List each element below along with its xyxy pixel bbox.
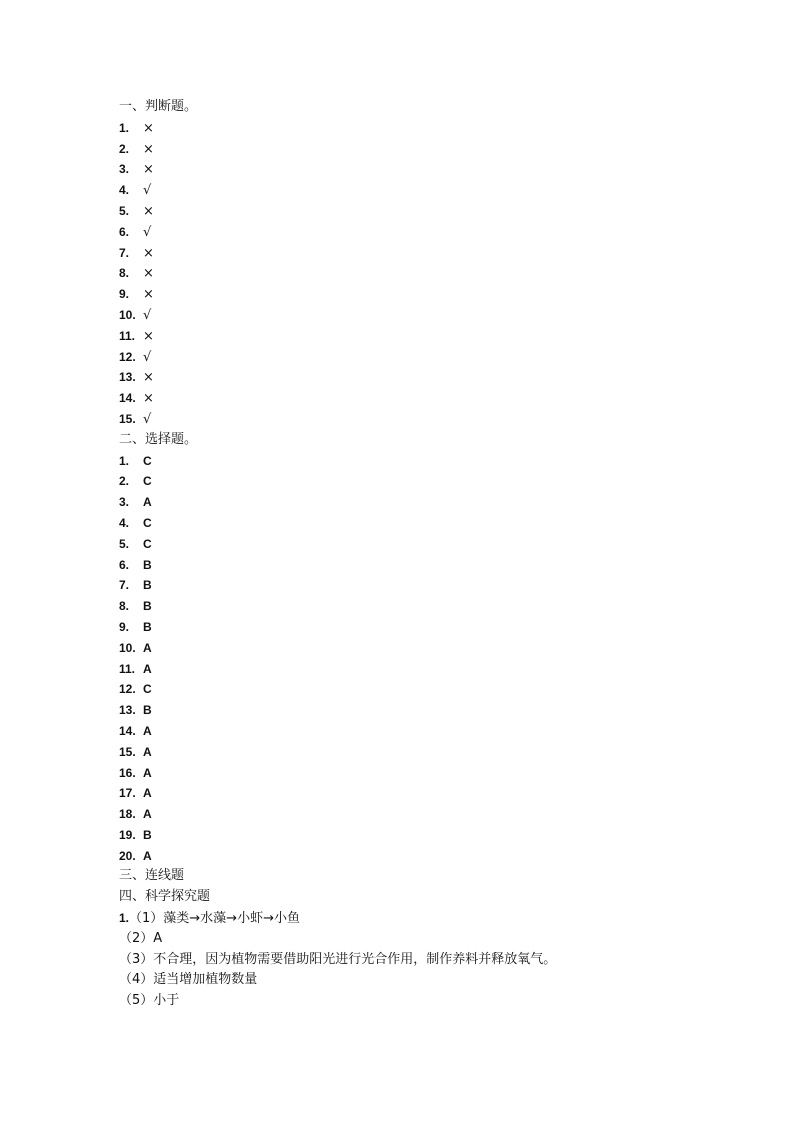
choice-answer-row: [119, 534, 719, 555]
question-number: 13.: [119, 703, 136, 718]
judge-answer-row: [119, 139, 719, 160]
answer-key-content: [119, 97, 719, 1012]
answer-mark: ×: [143, 287, 154, 303]
inquiry-line-5: （5）小于: [119, 993, 180, 1009]
inquiry-line-text: （1）藻类→水藻→小虾→小鱼: [129, 911, 300, 927]
question-number: 15.: [119, 744, 136, 759]
choice-answer-row: [119, 451, 719, 472]
answer-mark: B: [143, 703, 152, 718]
answer-mark: ×: [143, 391, 154, 407]
judge-answer-row: [119, 180, 719, 201]
answer-mark: C: [143, 515, 152, 530]
answer-mark: A: [143, 786, 152, 801]
choice-answer-row: [119, 783, 719, 804]
question-number: 2.: [119, 474, 130, 489]
judge-answer-row: [119, 409, 719, 430]
answer-mark: ×: [143, 203, 154, 219]
answer-mark: C: [143, 474, 152, 489]
answer-mark: A: [143, 495, 152, 510]
answer-mark: ×: [143, 328, 154, 344]
judge-answer-row: [119, 388, 719, 409]
question-number: 11.: [119, 661, 136, 676]
answer-mark: ×: [143, 120, 154, 136]
question-number: 19.: [119, 827, 136, 842]
answer-mark: √: [143, 183, 152, 199]
question-number: 3.: [119, 495, 130, 510]
answer-mark: A: [143, 807, 152, 822]
answer-mark: A: [143, 765, 152, 780]
answer-mark: B: [143, 827, 152, 842]
question-number: 12.: [119, 349, 136, 364]
question-number: 4.: [119, 183, 130, 198]
choice-answer-row: [119, 700, 719, 721]
answer-mark: √: [143, 224, 152, 240]
question-number: 5.: [119, 203, 130, 218]
answer-mark: √: [143, 307, 152, 323]
choice-answer-row: [119, 513, 719, 534]
question-number: 2.: [119, 141, 130, 156]
judge-answer-row: [119, 347, 719, 368]
question-number: 1.: [119, 120, 130, 135]
question-number: 8.: [119, 599, 130, 614]
choice-answer-row: [119, 742, 719, 763]
judge-answer-row: [119, 326, 719, 347]
question-number: 11.: [119, 328, 136, 343]
question-number: 3.: [119, 162, 130, 177]
judge-answer-row: [119, 222, 719, 243]
judge-answer-row: [119, 118, 719, 139]
question-number: 9.: [119, 619, 130, 634]
inquiry-line-2: （2）A: [119, 930, 163, 946]
judge-answer-list: [119, 118, 719, 430]
question-number: 10.: [119, 640, 136, 655]
answer-mark: √: [143, 349, 152, 365]
question-number: 12.: [119, 682, 136, 697]
choice-answer-row: [119, 596, 719, 617]
section-title-judge: 一、判断题。: [119, 99, 198, 114]
answer-mark: B: [143, 578, 152, 593]
choice-answer-row: [119, 492, 719, 513]
question-number: 6.: [119, 557, 130, 572]
answer-mark: ×: [143, 162, 154, 178]
choice-answer-row: [119, 679, 719, 700]
question-number: 5.: [119, 536, 130, 551]
choice-answer-row: [119, 617, 719, 638]
answer-mark: B: [143, 619, 152, 634]
judge-answer-row: [119, 367, 719, 388]
answer-mark: A: [143, 744, 152, 759]
question-number: 17.: [119, 786, 136, 801]
question-number: 14.: [119, 723, 136, 738]
choice-answer-row: [119, 804, 719, 825]
answer-mark: ×: [143, 266, 154, 282]
section-title-matching: 三、连线题: [119, 868, 185, 884]
question-number: 15.: [119, 411, 136, 426]
question-number: 7.: [119, 245, 130, 260]
choice-answer-row: [119, 659, 719, 680]
judge-answer-row: [119, 284, 719, 305]
question-number: 18.: [119, 807, 136, 822]
judge-answer-row: [119, 201, 719, 222]
answer-mark: A: [143, 661, 152, 676]
question-number: 13.: [119, 370, 136, 385]
choice-answer-row: [119, 846, 719, 867]
question-number: 10.: [119, 307, 136, 322]
answer-mark: B: [143, 557, 152, 572]
choice-answer-row: [119, 575, 719, 596]
choice-answer-list: [119, 451, 719, 867]
choice-answer-row: [119, 638, 719, 659]
question-number: 1.: [119, 453, 130, 468]
judge-answer-row: [119, 305, 719, 326]
judge-answer-row: [119, 263, 719, 284]
section-title-inquiry: 四、科学探究题: [119, 889, 211, 905]
inquiry-line-4: （4）适当增加植物数量: [119, 972, 258, 988]
inquiry-line-3: （3）不合理，因为植物需要借助阳光进行光合作用，制作养料并释放氧气。: [119, 951, 557, 967]
choice-answer-row: [119, 763, 719, 784]
section-title-choice: 二、选择题。: [119, 431, 198, 447]
inquiry-question-number: 1.: [119, 911, 130, 926]
judge-answer-row: [119, 159, 719, 180]
choice-answer-row: [119, 471, 719, 492]
question-number: 14.: [119, 391, 136, 406]
choice-answer-row: [119, 721, 719, 742]
question-number: 6.: [119, 224, 130, 239]
answer-mark: ×: [143, 370, 154, 386]
answer-mark: C: [143, 682, 152, 697]
judge-answer-row: [119, 243, 719, 264]
answer-mark: C: [143, 453, 152, 468]
question-number: 8.: [119, 266, 130, 281]
answer-mark: √: [143, 411, 152, 427]
answer-mark: A: [143, 723, 152, 738]
question-number: 7.: [119, 578, 130, 593]
question-number: 16.: [119, 765, 136, 780]
choice-answer-row: [119, 555, 719, 576]
answer-mark: B: [143, 599, 152, 614]
answer-mark: ×: [143, 141, 154, 157]
answer-mark: C: [143, 536, 152, 551]
answer-mark: A: [143, 640, 152, 655]
question-number: 9.: [119, 287, 130, 302]
choice-answer-row: [119, 825, 719, 846]
answer-mark: A: [143, 848, 152, 863]
inquiry-line-1: [119, 908, 719, 929]
question-number: 20.: [119, 848, 136, 863]
question-number: 4.: [119, 515, 130, 530]
answer-mark: ×: [143, 245, 154, 261]
